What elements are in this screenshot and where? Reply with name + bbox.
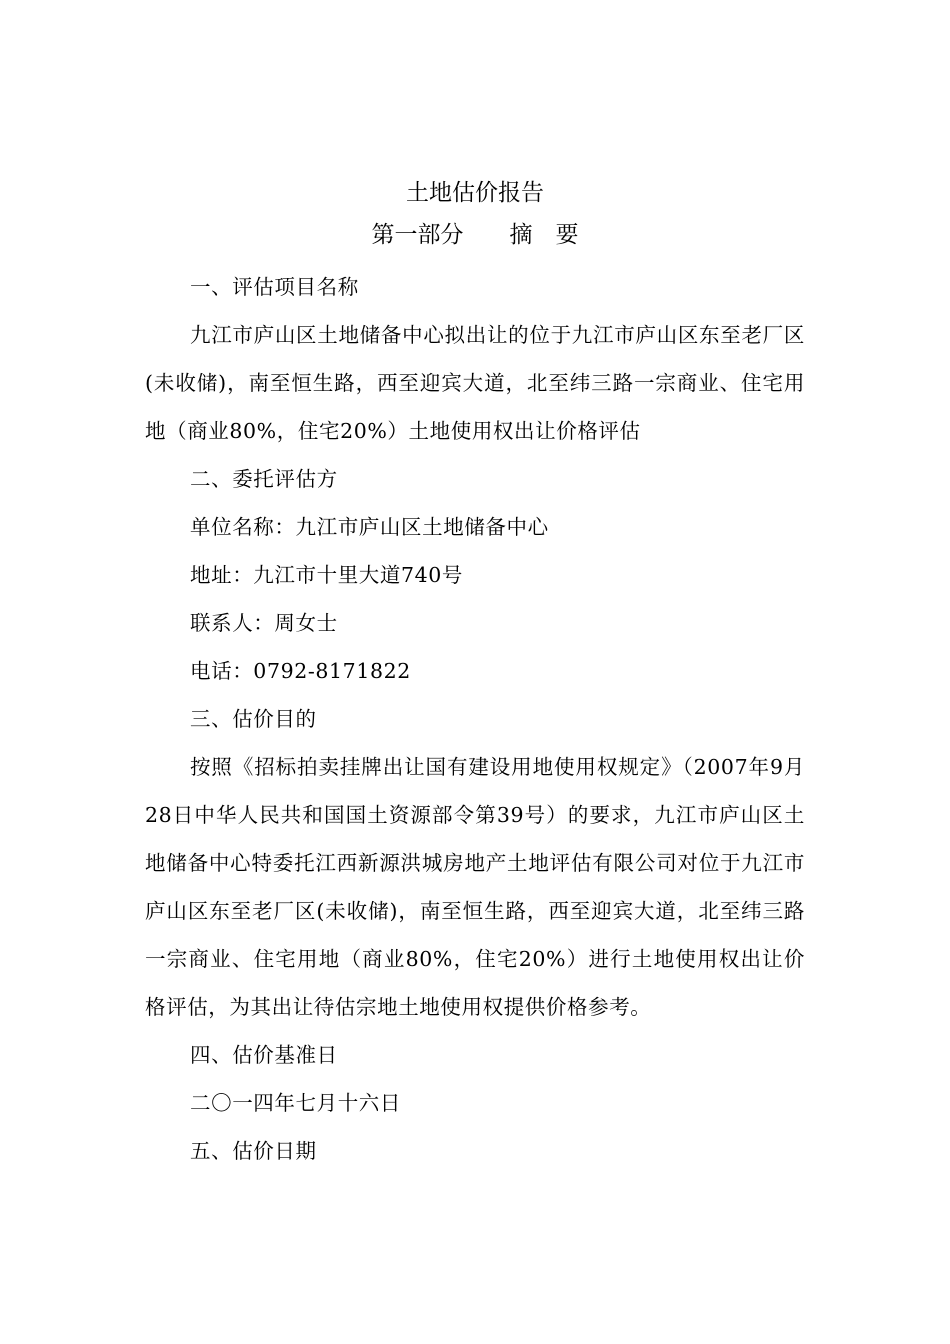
part-subtitle: 第一部分 摘 要 <box>371 222 579 248</box>
section-heading-client: 二、委托评估方 <box>190 467 338 491</box>
section-body-project-name: 九江市庐山区土地储备中心拟出让的位于九江市庐山区东至老厂区(未收储)，南至恒生路，西至迎宾大道，北至纬三路一宗商业、住宅用地（商业80%，住宅20%）土地使用权出让价格评估 <box>145 323 805 443</box>
client-unit-name: 单位名称：九江市庐山区土地储备中心 <box>190 515 549 539</box>
client-contact: 联系人：周女士 <box>190 611 338 635</box>
section-heading-appraisal-date: 五、估价日期 <box>190 1139 317 1163</box>
document-content <box>145 173 805 1175</box>
page-title: 土地估价报告 <box>406 180 544 206</box>
client-address: 地址：九江市十里大道740号 <box>190 563 464 587</box>
section-body-purpose: 按照《招标拍卖挂牌出让国有建设用地使用权规定》（2007年9月28日中华人民共和国国土资源部令第39号）的要求，九江市庐山区土地储备中心特委托江西新源洪城房地产土地评估有限公司对位于九江市庐山区东至老厂区(未收储)，南至恒生路，西至迎宾大道，北至纬三路一宗商业、住宅用地（商业80%，住宅20%）进行土地使用权出让价格评估，为其出让待估宗地土地使用权提供价格参考。 <box>145 755 805 1019</box>
section-heading-project-name: 一、评估项目名称 <box>190 275 359 299</box>
section-heading-valuation-date: 四、估价基准日 <box>190 1043 338 1067</box>
section-body-valuation-date: 二〇一四年七月十六日 <box>190 1091 401 1115</box>
client-phone: 电话：0792-8171822 <box>190 659 411 683</box>
section-heading-purpose: 三、估价目的 <box>190 707 317 731</box>
